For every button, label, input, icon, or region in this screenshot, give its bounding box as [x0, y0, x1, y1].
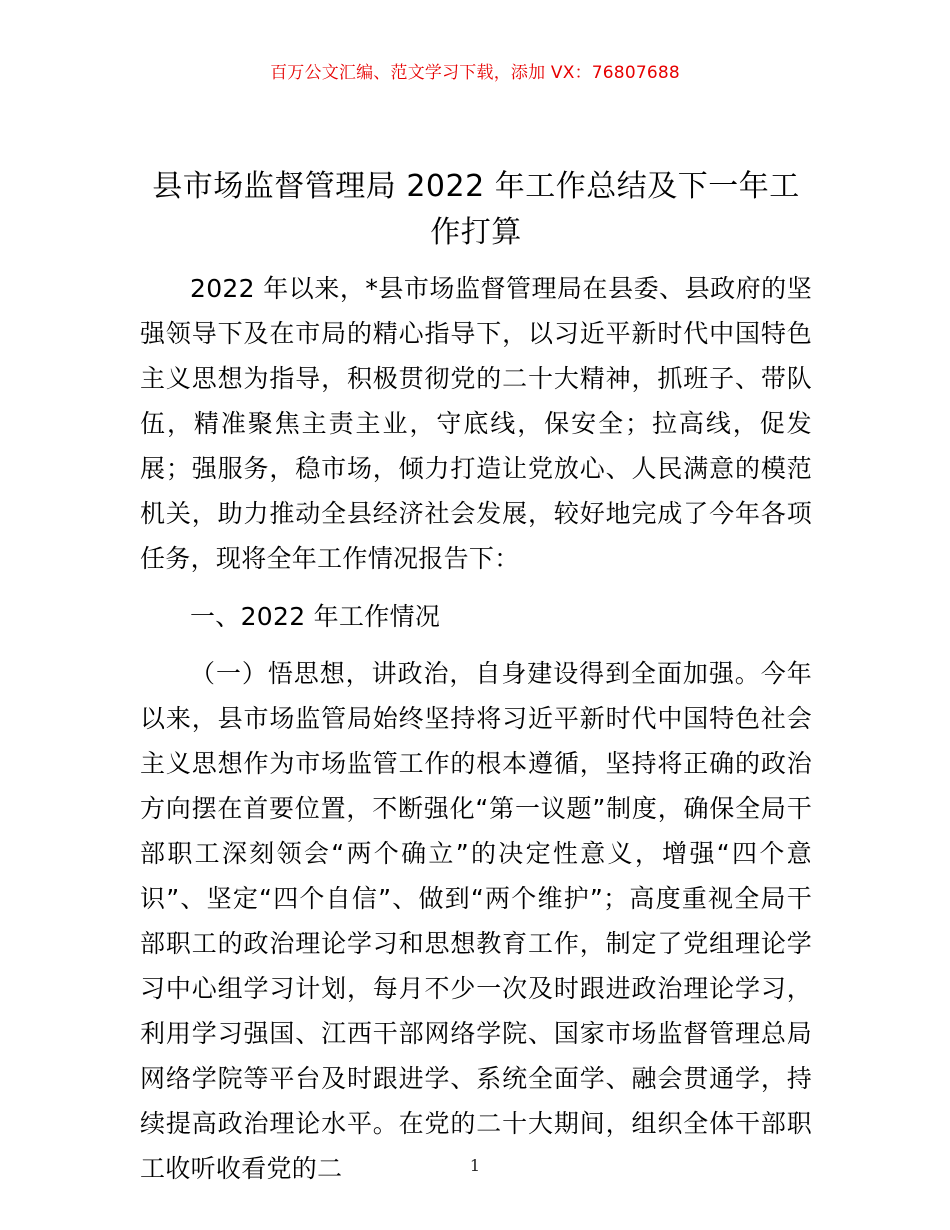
page-number: 1: [469, 1156, 481, 1175]
document-body: [140, 266, 812, 1191]
section-heading: 一、2022 年工作情况: [190, 602, 441, 631]
document-title: 县市场监督管理局 2022 年工作总结及下一年工作打算: [152, 169, 800, 250]
header-note: 百万公文汇编、范文学习下载，添加 VX：76807688: [270, 63, 680, 83]
paragraph-intro: 2022 年以来，*县市场监督管理局在县委、县政府的坚强领导下及在市局的精心指导下，以习近平新时代中国特色主义思想为指导，积极贯彻党的二十大精神，抓班子、带队伍，精准聚焦主责主业，守底线，保安全；拉高线，促发展；强服务，稳市场，倾力打造让党放心、人民满意的模范机关，助力推动全县经济社会发展，较好地完成了今年各项任务，现将全年工作情况报告下：: [140, 274, 812, 573]
paragraph-subsection: （一）悟思想，讲政治，自身建设得到全面加强。今年以来，县市场监管局始终坚持将习近平新时代中国特色社会主义思想作为市场监管工作的根本遵循，坚持将正确的政治方向摆在首要位置，不断强化“第一议题”制度，确保全局干部职工深刻领会“两个确立”的决定性意义，增强“四个意识”、坚定“四个自信”、做到“两个维护”；高度重视全局干部职工的政治理论学习和思想教育工作，制定了党组理论学习中心组学习计划，每月不少一次及时跟进政治理论学习，利用学习强国、江西干部网络学院、国家市场监督管理总局网络学院等平台及时跟进学、系统全面学、融会贯通学，持续提高政治理论水平。在党的二十大期间，组织全体干部职工收听收看党的二: [140, 659, 812, 1183]
